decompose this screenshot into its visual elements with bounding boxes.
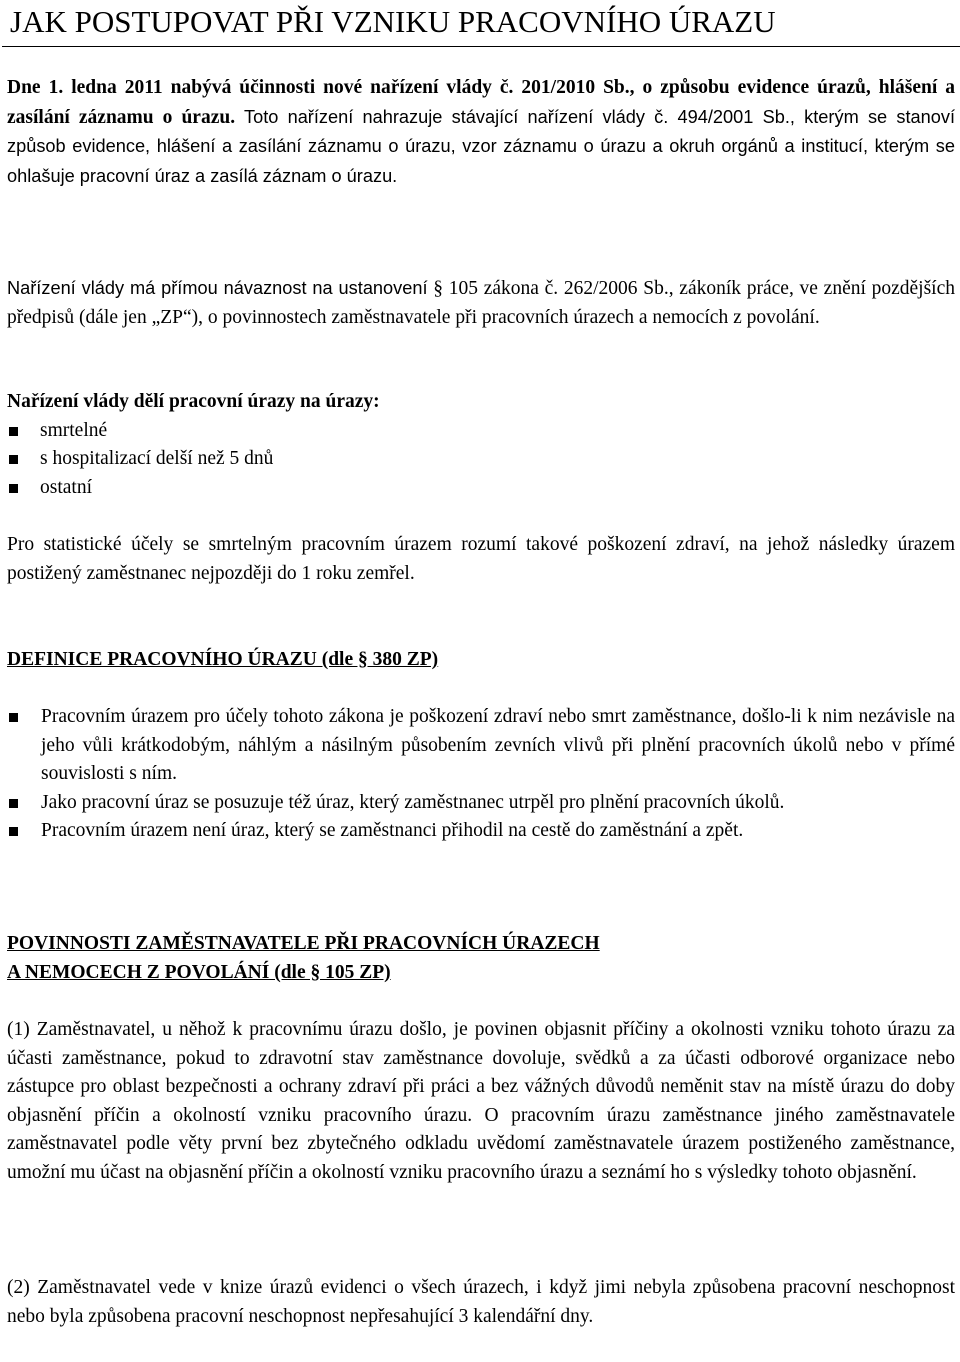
definition-list bbox=[7, 703, 955, 846]
square-bullet-icon bbox=[9, 713, 18, 722]
list-item bbox=[7, 817, 955, 846]
statistics-paragraph: Pro statistické účely se smrtelným pracovním úrazem rozumí takové poškození zdraví, na jehož následky úrazem postižený zaměstnanec nejpozději do 1 roku zemřel. bbox=[7, 534, 955, 584]
list-item-text: Pracovním úrazem pro účely tohoto zákona je poškození zdraví nebo smrt zaměstnance, došlo-li k nim nezávisle na jeho vůli krátkodobým, náhlým a násilným působením zevních vlivů při plnění pracovních úkolů nebo v přímé souvislosti s ním. bbox=[41, 706, 955, 784]
duties-heading-line1: POVINNOSTI ZAMĚSTNAVATELE PŘI PRACOVNÍCH ÚRAZECH bbox=[7, 933, 600, 954]
square-bullet-icon bbox=[9, 455, 18, 464]
list-item-text: smrtelné bbox=[40, 419, 108, 441]
injury-types-list bbox=[7, 417, 955, 503]
duties-paragraph-2: (2) Zaměstnavatel vede v knize úrazů evidenci o všech úrazech, i když jimi nebyla způsobena pracovní neschopnost nebo byla způsobena pracovní neschopnost nepřesahující 3 kalendářní dny. bbox=[7, 1277, 955, 1327]
list-item bbox=[7, 417, 955, 446]
list-item bbox=[7, 445, 955, 474]
list-item bbox=[7, 474, 955, 503]
list-item-text: Pracovním úrazem není úraz, který se zaměstnanci přihodil na cestě do zaměstnání a zpět. bbox=[41, 820, 744, 841]
zp-paragraph bbox=[7, 274, 955, 332]
duties-paragraph-1: (1) Zaměstnavatel, u něhož k pracovnímu úrazu došlo, je povinen objasnit příčiny a okolnosti vzniku tohoto úrazu za účasti zaměstnance, pokud to zdravotní stav zaměstnance dovoluje, svědků a za účasti odborové organizace nebo zástupce pro oblast bezpečnosti a ochrany zdraví při práci a bez vážných důvodů neměnit stav na místě úrazu do doby objasnění příčin a okolností vzniku pracovního úrazu. O pracovním úrazu zaměstnance jiného zaměstnavatele zaměstnavatel podle věty první bez zbytečného odkladu uvědomí zaměstnavatele úrazem postiženého zaměstnance, umožní mu účast na objasnění příčin a okolností vzniku pracovního úrazu a seznámí ho s výsledky tohoto objasnění. bbox=[7, 1019, 955, 1183]
intro-text: Toto nařízení nahrazuje stávající nařízení vlády č. 494/2001 Sb., kterým se stanoví způsob evidence, hlášení a zasílání záznamu o úrazu, vzor záznamu o úrazu a okruh orgánů a institucí, kterým se ohlašuje pracovní úraz a zasílá záznam o úrazu. bbox=[7, 106, 956, 186]
list-item-text: ostatní bbox=[40, 476, 92, 498]
title-block bbox=[2, 0, 960, 47]
definition-section bbox=[7, 703, 955, 846]
list-item bbox=[7, 789, 955, 818]
injury-types-section bbox=[7, 388, 955, 502]
square-bullet-icon bbox=[9, 827, 18, 836]
square-bullet-icon bbox=[9, 484, 18, 493]
definition-heading: DEFINICE PRACOVNÍHO ÚRAZU (dle § 380 ZP) bbox=[7, 649, 439, 670]
list-item-text: Jako pracovní úraz se posuzuje též úraz, který zaměstnanec utrpěl pro plnění pracovních úkolů. bbox=[41, 791, 785, 813]
injury-types-heading: Nařízení vlády dělí pracovní úrazy na úrazy: bbox=[7, 391, 380, 412]
square-bullet-icon bbox=[9, 427, 18, 436]
list-item bbox=[7, 703, 955, 789]
square-bullet-icon bbox=[9, 799, 18, 808]
duties-heading-line2: A NEMOCECH Z POVOLÁNÍ (dle § 105 ZP) bbox=[7, 962, 391, 983]
intro-bold-text: Dne 1. ledna 2011 nabývá účinnosti nové nařízení vlády č. 201/2010 Sb., o způsobu evidence úrazů, hlášení a zasílání záznamu o úrazu. bbox=[7, 77, 955, 128]
page-title: JAK POSTUPOVAT PŘI VZNIKU PRACOVNÍHO ÚRAZU bbox=[10, 4, 776, 39]
intro-paragraph bbox=[7, 74, 955, 191]
zp-serif-text: § 105 zákona č. 262/2006 Sb., zákoník práce, ve znění pozdějších předpisů (dále jen „ZP“), o povinnostech zaměstnavatele při pracovních úrazech a nemocích z povolání. bbox=[7, 278, 955, 328]
zp-sans-text: Nařízení vlády má přímou návaznost na ustanovení bbox=[7, 278, 428, 298]
list-item-text: s hospitalizací delší než 5 dnů bbox=[40, 448, 274, 469]
